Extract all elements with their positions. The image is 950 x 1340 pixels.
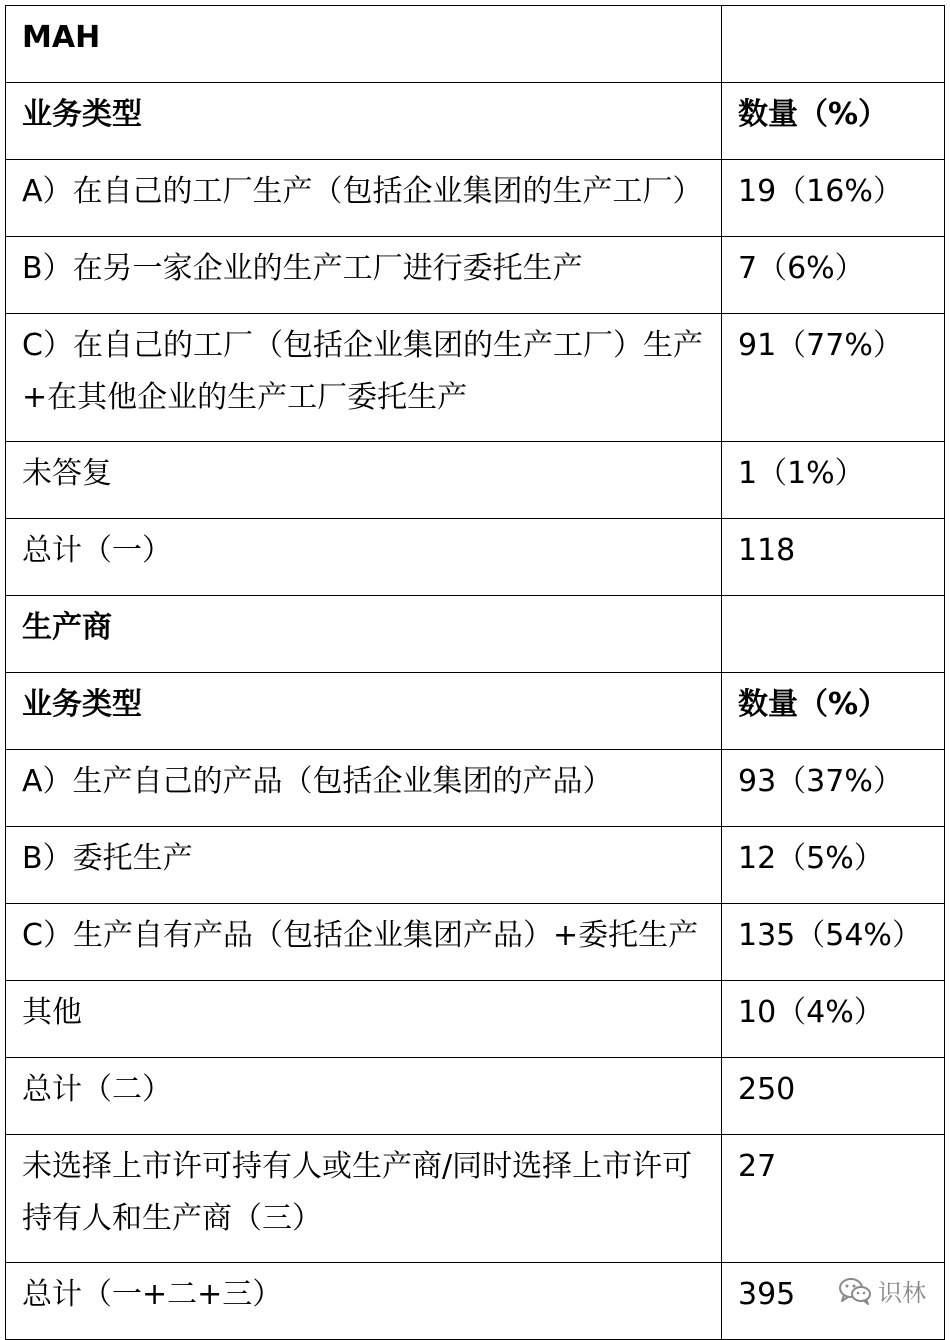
row-value: 135（54%） <box>722 904 945 981</box>
header-business-type: 业务类型 <box>6 673 722 750</box>
table-row <box>6 314 945 442</box>
header-row <box>6 673 945 750</box>
row-value: 395 <box>722 1263 945 1340</box>
subtotal-row <box>6 1058 945 1135</box>
header-business-type: 业务类型 <box>6 83 722 160</box>
table-row <box>6 237 945 314</box>
section-title: 生产商 <box>6 596 722 673</box>
row-value: 1（1%） <box>722 442 945 519</box>
section-title: MAH <box>6 6 722 83</box>
row-value: 93（37%） <box>722 750 945 827</box>
header-row <box>6 83 945 160</box>
table-row <box>6 750 945 827</box>
table-row <box>6 160 945 237</box>
section-title-row <box>6 596 945 673</box>
row-label: C）生产自有产品（包括企业集团产品）+委托生产 <box>6 904 722 981</box>
row-value: 27 <box>722 1135 945 1263</box>
section-title-row <box>6 6 945 83</box>
row-label: 其他 <box>6 981 722 1058</box>
table-row <box>6 827 945 904</box>
wechat-icon <box>838 1277 872 1305</box>
row-label: 总计（一） <box>6 519 722 596</box>
table-row <box>6 1135 945 1263</box>
row-value: 19（16%） <box>722 160 945 237</box>
row-value: 91（77%） <box>722 314 945 442</box>
table-row <box>6 442 945 519</box>
row-label: B）委托生产 <box>6 827 722 904</box>
row-value: 12（5%） <box>722 827 945 904</box>
header-count: 数量（%） <box>722 83 945 160</box>
table-row <box>6 904 945 981</box>
empty-cell <box>722 6 945 83</box>
watermark-text: 识林 <box>878 1279 926 1307</box>
row-label: 总计（一+二+三） <box>6 1263 722 1340</box>
row-value: 7（6%） <box>722 237 945 314</box>
row-label: 未选择上市许可持有人或生产商/同时选择上市许可持有人和生产商（三） <box>6 1135 722 1263</box>
row-value: 10（4%） <box>722 981 945 1058</box>
row-value: 118 <box>722 519 945 596</box>
table-row <box>6 981 945 1058</box>
row-label: 总计（二） <box>6 1058 722 1135</box>
survey-table <box>5 5 945 1340</box>
header-count: 数量（%） <box>722 673 945 750</box>
row-label: A）生产自己的产品（包括企业集团的产品） <box>6 750 722 827</box>
watermark <box>838 1273 926 1308</box>
grand-total-row <box>6 1263 945 1340</box>
subtotal-row <box>6 519 945 596</box>
row-label: C）在自己的工厂（包括企业集团的生产工厂）生产+在其他企业的生产工厂委托生产 <box>6 314 722 442</box>
row-label: A）在自己的工厂生产（包括企业集团的生产工厂） <box>6 160 722 237</box>
row-label: 未答复 <box>6 442 722 519</box>
empty-cell <box>722 596 945 673</box>
row-label: B）在另一家企业的生产工厂进行委托生产 <box>6 237 722 314</box>
row-value: 250 <box>722 1058 945 1135</box>
